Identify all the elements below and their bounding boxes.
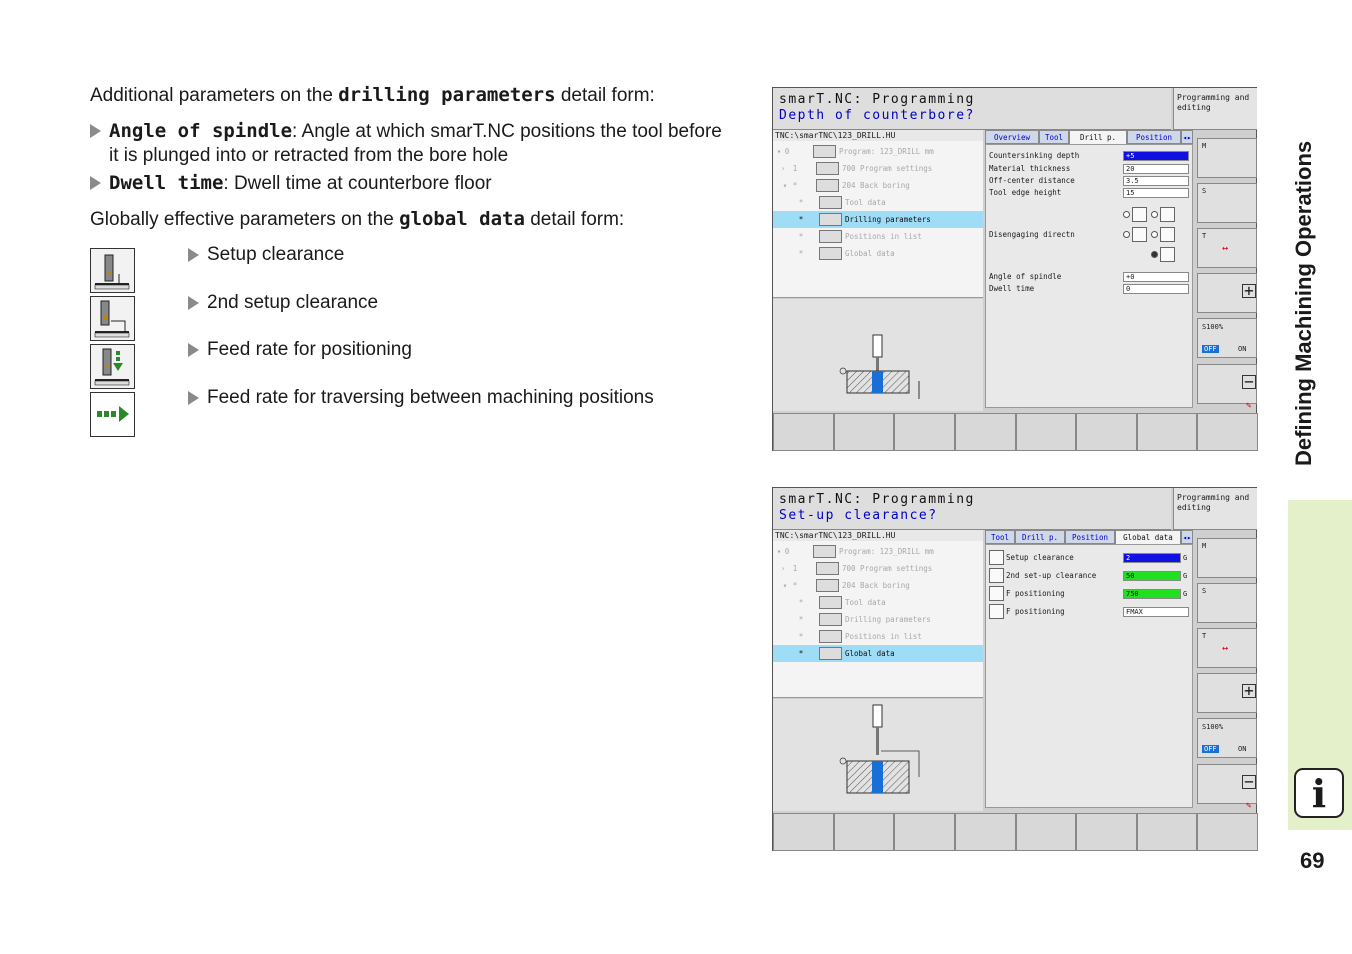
field-f-positioning: F positioning 750 G (989, 586, 1189, 602)
softkey-m[interactable]: M (1197, 538, 1257, 578)
bullet-dwell-time: Dwell time: Dwell time at counterbore floor (90, 171, 750, 196)
bullet-angle-of-spindle: Angle of spindle: Angle at which smarT.NC positions the tool before it is plunged into or retracted from the bore hole (90, 119, 750, 168)
tree-node[interactable]: › 1 700 Program settings (780, 164, 933, 173)
info-icon[interactable]: i (1294, 768, 1344, 818)
input-countersinking-depth[interactable]: +5 (1123, 151, 1189, 161)
tab-global-data[interactable]: Global data (1115, 530, 1181, 544)
tree-node[interactable]: ▾ * 204 Back boring (782, 581, 910, 590)
field-2nd-setup-clearance: 2nd set-up clearance 50 G (989, 568, 1189, 584)
term-dwell-time: Dwell time (109, 172, 224, 194)
cycle-preview-graphic (773, 299, 983, 411)
softkey[interactable] (955, 813, 1016, 851)
softkey[interactable] (1016, 813, 1077, 851)
screen-header (773, 88, 1171, 130)
softkey-spindle-override[interactable]: S100% OFF ON (1197, 718, 1257, 758)
tab-scroll-arrows-icon[interactable]: ◂▸ (1181, 530, 1193, 544)
tree-node[interactable]: * Global data (798, 249, 895, 258)
softkey[interactable] (1016, 413, 1077, 451)
softkey-t[interactable]: T ↔ (1197, 628, 1257, 668)
detail-form-tabs (985, 530, 1195, 544)
input-f-positioning[interactable]: 750 (1123, 589, 1181, 599)
icon-item-feed-traverse: Feed rate for traversing between machining positions (188, 386, 654, 410)
field-setup-clearance: Setup clearance 2 G (989, 550, 1189, 566)
field-angle-of-spindle: Angle of spindle +0 (989, 271, 1189, 283)
intro-global-data: Globally effective parameters on the global data detail form: (90, 208, 625, 230)
softkey-spindle-plus[interactable]: + (1197, 273, 1257, 313)
softkey[interactable] (1197, 413, 1258, 451)
drilling-parameters-form (985, 144, 1193, 408)
program-tree (773, 141, 983, 298)
chapter-title: Defining Machining Operations (1291, 140, 1316, 466)
tab-position[interactable]: Position (1065, 530, 1115, 544)
file-path: TNC:\smarTNC\123_DRILL.HU (773, 130, 983, 141)
tab-tool[interactable]: Tool (985, 530, 1015, 544)
bullet-triangle-icon (90, 176, 101, 190)
direction-none-icon (1160, 247, 1175, 262)
softkey[interactable] (894, 813, 955, 851)
page-number: 69 (1300, 848, 1325, 873)
softkey[interactable] (894, 413, 955, 451)
mode-indicator: Programming and editing (1173, 488, 1257, 530)
tab-position[interactable]: Position (1127, 130, 1181, 144)
feed-traverse-icon (90, 392, 135, 437)
tree-node[interactable]: ▾ 0 Program: 123_DRILL mm (776, 547, 934, 556)
tree-node[interactable]: ▾ * 204 Back boring (782, 181, 910, 190)
softkey-spindle-plus[interactable]: + (1197, 673, 1257, 713)
bullet-triangle-icon (188, 391, 199, 405)
softkey-bar (773, 813, 1258, 851)
2nd-setup-clearance-icon (989, 568, 1004, 583)
detail-form-tabs (985, 130, 1195, 144)
softkey-spindle-minus[interactable]: − (1197, 364, 1257, 404)
tab-scroll-arrows-icon[interactable]: ◂▸ (1181, 130, 1193, 144)
feed-traverse-icon (989, 604, 1004, 619)
softkey-t[interactable]: T ↔ (1197, 228, 1257, 268)
softkey[interactable] (1137, 813, 1198, 851)
cnc-screen-drilling-parameters (772, 87, 1257, 451)
tree-node[interactable]: › 1 700 Program settings (780, 564, 933, 573)
direction-x-plus-icon (1160, 207, 1175, 222)
input-off-center-distance[interactable]: 3.5 (1123, 176, 1189, 186)
field-disengaging-direction: Disengaging directn (989, 230, 1075, 239)
tab-overview[interactable]: Overview (985, 130, 1039, 144)
softkey[interactable] (834, 813, 895, 851)
input-tool-edge-height[interactable]: 15 (1123, 188, 1189, 198)
screen-title: smarT.NC: Programming (779, 492, 975, 507)
file-path: TNC:\smarTNC\123_DRILL.HU (773, 530, 983, 541)
screen-title: smarT.NC: Programming (779, 92, 975, 107)
setup-clearance-icon (989, 550, 1004, 565)
term-angle-of-spindle: Angle of spindle (109, 120, 293, 142)
softkey[interactable] (1197, 813, 1258, 851)
radio-disengage-x-minus[interactable] (1123, 211, 1130, 218)
screen-header (773, 488, 1171, 530)
tree-node[interactable]: * Tool data (798, 198, 886, 207)
field-material-thickness: Material thickness 20 (989, 163, 1189, 175)
softkey[interactable] (1076, 813, 1137, 851)
field-f-traverse: F positioning FMAX (989, 604, 1189, 620)
feed-positioning-icon (989, 586, 1004, 601)
softkey[interactable] (955, 413, 1016, 451)
tree-node[interactable]: * Positions in list (798, 632, 922, 641)
field-off-center-distance: Off-center distance 3.5 (989, 175, 1189, 187)
code-global-data: global data (399, 208, 525, 230)
field-dwell-time: Dwell time 0 (989, 283, 1189, 295)
tree-node[interactable]: * Drilling parameters (798, 615, 931, 624)
bullet-triangle-icon (188, 296, 199, 310)
softkey[interactable] (773, 813, 834, 851)
cnc-screen-global-data (772, 487, 1257, 851)
tree-node[interactable]: * Tool data (798, 598, 886, 607)
softkey-spindle-minus[interactable]: − (1197, 764, 1257, 804)
2nd-setup-clearance-icon (90, 296, 135, 341)
edit-pen-icon: ✎ (1246, 401, 1252, 411)
feed-positioning-icon (90, 344, 135, 389)
code-drilling-parameters: drilling parameters (338, 84, 556, 106)
tab-tool[interactable]: Tool (1039, 130, 1069, 144)
softkey-m[interactable]: M (1197, 138, 1257, 178)
field-tool-edge-height: Tool edge height 15 (989, 187, 1189, 199)
screen-prompt: Set-up clearance? (779, 508, 938, 523)
radio-disengage-x-plus[interactable] (1151, 211, 1158, 218)
tree-node[interactable]: ▾ 0 Program: 123_DRILL mm (776, 147, 934, 156)
tree-node-selected[interactable]: * Global data (773, 645, 983, 662)
direction-x-minus-icon (1132, 207, 1147, 222)
softkey[interactable] (1137, 413, 1198, 451)
intro-drilling-parameters: Additional parameters on the drilling parameters detail form: (90, 84, 655, 106)
tree-node-selected[interactable]: * Drilling parameters (773, 211, 983, 228)
radio-disengage-selected[interactable] (1151, 251, 1158, 258)
softkey[interactable] (1076, 413, 1137, 451)
input-setup-clearance[interactable]: 2 (1123, 553, 1181, 563)
field-countersinking-depth: Countersinking depth +5 (989, 150, 1189, 162)
tab-drill-parameters[interactable]: Drill p. (1069, 130, 1127, 144)
input-material-thickness[interactable]: 20 (1123, 164, 1189, 174)
program-tree (773, 541, 983, 698)
tree-node[interactable]: * Positions in list (798, 232, 922, 241)
icon-item-setup-clearance: Setup clearance (188, 243, 344, 267)
bullet-triangle-icon (188, 248, 199, 262)
icon-item-2nd-setup-clearance: 2nd setup clearance (188, 291, 378, 315)
global-data-form (985, 544, 1193, 808)
input-angle-of-spindle[interactable]: +0 (1123, 272, 1189, 282)
direction-y-minus-icon (1132, 227, 1147, 242)
radio-disengage-y-minus[interactable] (1123, 231, 1130, 238)
cycle-preview-graphic (773, 699, 983, 811)
input-dwell-time[interactable]: 0 (1123, 284, 1189, 294)
input-f-traverse[interactable]: FMAX (1123, 607, 1189, 617)
setup-clearance-icon (90, 248, 135, 293)
bullet-triangle-icon (188, 343, 199, 357)
tab-drill-parameters[interactable]: Drill p. (1015, 530, 1065, 544)
input-2nd-setup-clearance[interactable]: 50 (1123, 571, 1181, 581)
softkey-bar (773, 413, 1258, 451)
softkey-s[interactable]: S (1197, 183, 1257, 223)
bullet-triangle-icon (90, 124, 101, 138)
softkey-s[interactable]: S (1197, 583, 1257, 623)
softkey-spindle-override[interactable]: S100% OFF ON (1197, 318, 1257, 358)
screen-prompt: Depth of counterbore? (779, 108, 975, 123)
direction-y-plus-icon (1160, 227, 1175, 242)
edit-pen-icon: ✎ (1246, 801, 1252, 811)
icon-item-feed-positioning: Feed rate for positioning (188, 338, 412, 362)
mode-indicator: Programming and editing (1173, 88, 1257, 130)
radio-disengage-y-plus[interactable] (1151, 231, 1158, 238)
softkey[interactable] (773, 413, 834, 451)
softkey[interactable] (834, 413, 895, 451)
